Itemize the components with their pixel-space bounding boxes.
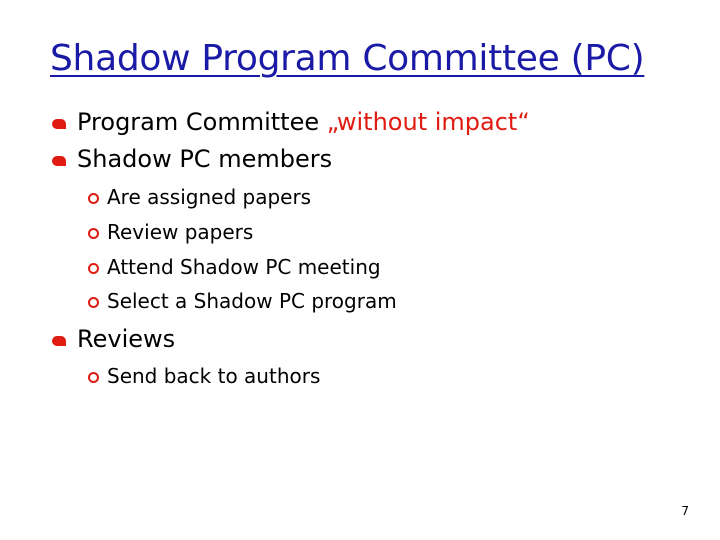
sub-bullet-text: Select a Shadow PC program	[107, 289, 397, 313]
ring-bullet-icon	[88, 297, 99, 308]
sub-bullet-text: Send back to authors	[107, 364, 321, 388]
bullet-text: Program Committee	[77, 108, 327, 136]
bullet-text: Shadow PC members	[77, 145, 333, 173]
page-number: 7	[681, 504, 689, 518]
sub-bullet-review	[88, 220, 253, 244]
ring-bullet-icon	[88, 263, 99, 274]
sub-bullet-assigned	[88, 185, 311, 209]
bullet-shadow-pc-members	[52, 145, 332, 173]
bullet-reviews	[52, 325, 175, 353]
sub-bullet-text: Review papers	[107, 220, 254, 244]
bullet-text: Reviews	[77, 325, 176, 353]
sub-bullet-attend	[88, 255, 381, 279]
highlight-text: „without impact“	[326, 108, 530, 136]
sub-bullet-select	[88, 289, 397, 313]
leaf-bullet-icon	[52, 156, 66, 166]
slide-title: Shadow Program Committee (PC)	[50, 38, 645, 79]
ring-bullet-icon	[88, 372, 99, 383]
leaf-bullet-icon	[52, 336, 66, 346]
bullet-program-committee	[52, 108, 530, 136]
sub-bullet-text: Attend Shadow PC meeting	[107, 255, 381, 279]
sub-bullet-send-back	[88, 364, 320, 388]
ring-bullet-icon	[88, 193, 99, 204]
leaf-bullet-icon	[52, 119, 66, 129]
sub-bullet-text: Are assigned papers	[107, 185, 312, 209]
ring-bullet-icon	[88, 228, 99, 239]
